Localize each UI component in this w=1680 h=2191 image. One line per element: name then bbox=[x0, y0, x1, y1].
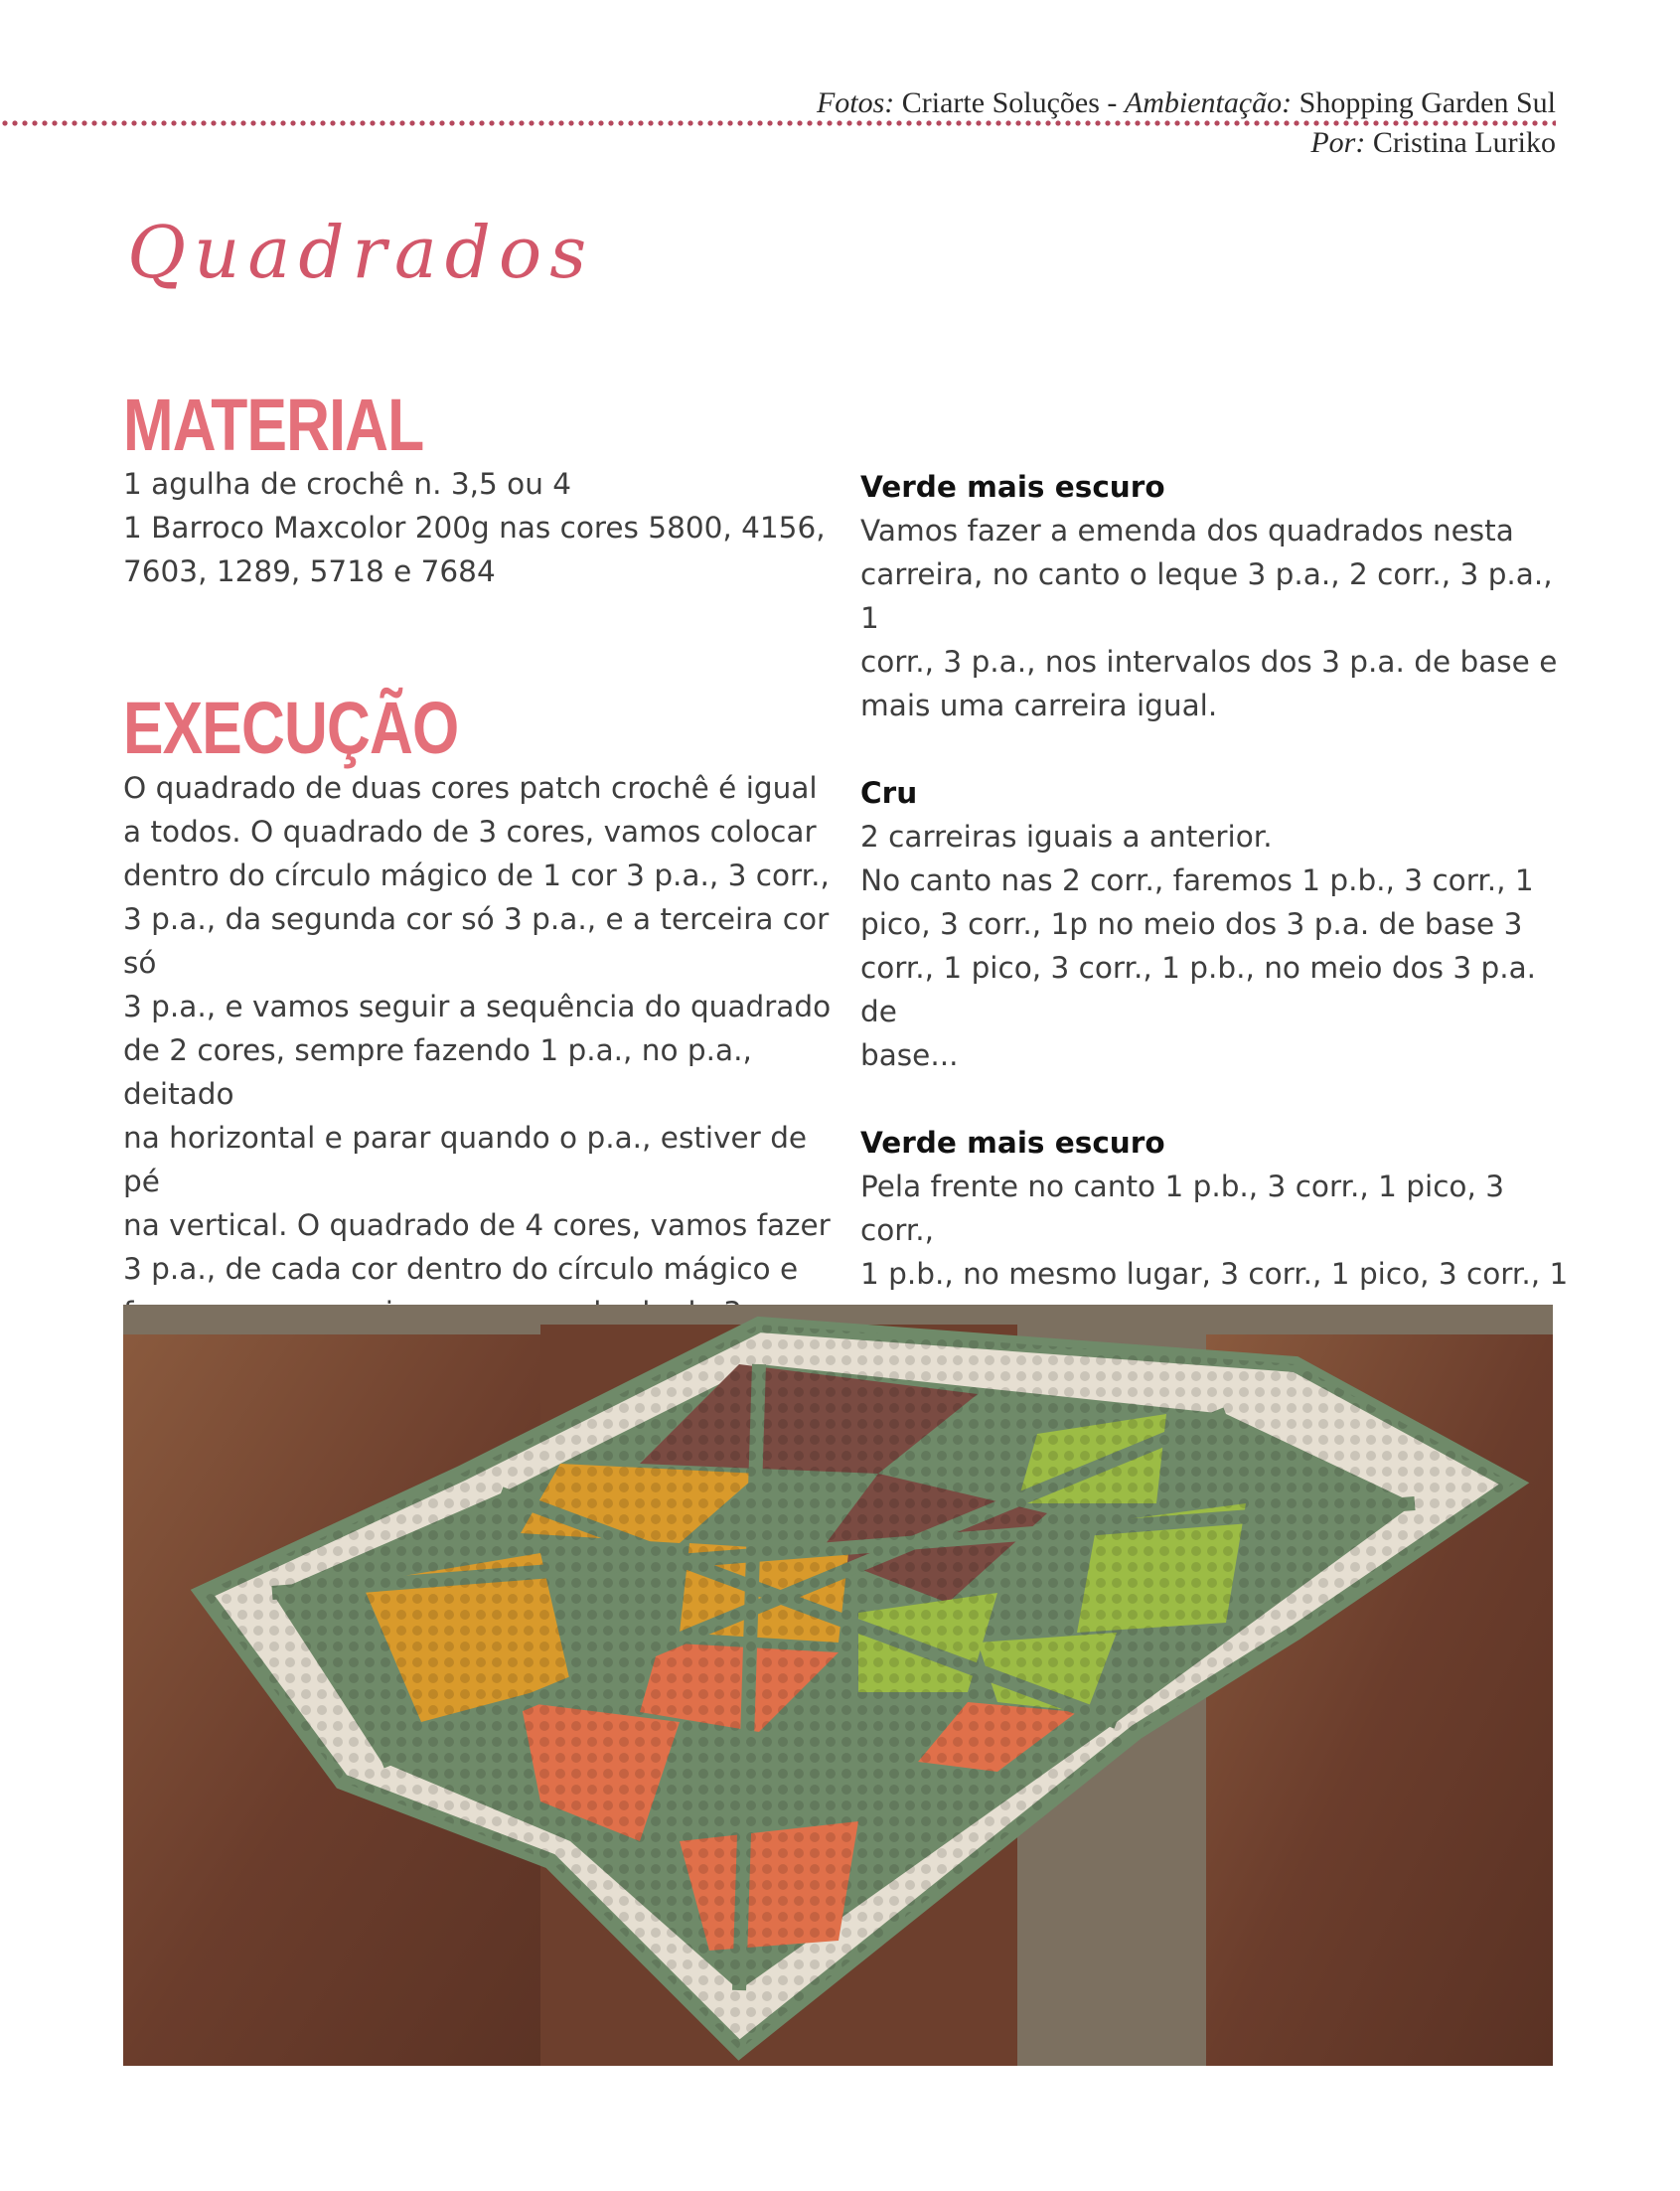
crochet-blanket-photo bbox=[123, 1305, 1553, 2066]
execucao-heading: EXECUÇÃO bbox=[123, 687, 459, 769]
section2-line: corr., 1 pico, 3 corr., 1 p.b., no meio dos 3 p.a. de bbox=[860, 951, 1537, 1028]
section-heading-cru: Cru bbox=[860, 776, 918, 810]
section1-line: corr., 3 p.a., nos intervalos dos 3 p.a. de base e bbox=[860, 645, 1558, 679]
execucao-line: de 2 cores, sempre fazendo 1 p.a., no p.a., deitado bbox=[123, 1033, 752, 1111]
credits-line-1: Fotos: Criarte Soluções - Ambientação: Shopping Garden Sul bbox=[816, 86, 1556, 119]
execucao-line: dentro do círculo mágico de 1 cor 3 p.a., 3 corr., bbox=[123, 859, 830, 892]
dotted-divider bbox=[0, 120, 1556, 126]
execucao-line: na vertical. O quadrado de 4 cores, vamos fazer bbox=[123, 1208, 831, 1242]
right-column-text bbox=[860, 465, 1576, 1339]
section3-line: 1 p.b., no mesmo lugar, 3 corr., 1 pico, 3 corr., 1 bbox=[860, 1257, 1569, 1291]
material-line: 1 Barroco Maxcolor 200g nas cores 5800, 4156, bbox=[123, 511, 826, 545]
execucao-line: 3 p.a., e vamos seguir a sequência do quadrado bbox=[123, 990, 832, 1023]
material-text bbox=[123, 462, 839, 593]
section2-line: 2 carreiras iguais a anterior. bbox=[860, 820, 1273, 854]
section1-line: mais uma carreira igual. bbox=[860, 689, 1218, 722]
section2-line: pico, 3 corr., 1p no meio dos 3 p.a. de base 3 bbox=[860, 907, 1523, 941]
execucao-line: 3 p.a., da segunda cor só 3 p.a., e a terceira cor só bbox=[123, 902, 830, 980]
credits-line-2: Por: Cristina Luriko bbox=[1310, 126, 1556, 159]
section-heading-verde-2: Verde mais escuro bbox=[860, 1126, 1165, 1160]
section1-line: Vamos fazer a emenda dos quadrados nesta bbox=[860, 514, 1514, 548]
photo-illustration bbox=[123, 1305, 1553, 2066]
material-line: 7603, 1289, 5718 e 7684 bbox=[123, 554, 496, 588]
section2-line: No canto nas 2 corr., faremos 1 p.b., 3 corr., 1 bbox=[860, 863, 1534, 897]
execucao-line: O quadrado de duas cores patch crochê é igual bbox=[123, 771, 818, 805]
page-title: Quadrados bbox=[127, 211, 595, 294]
section1-line: carreira, no canto o leque 3 p.a., 2 corr., 3 p.a., 1 bbox=[860, 557, 1553, 635]
execucao-line: a todos. O quadrado de 3 cores, vamos colocar bbox=[123, 815, 817, 849]
section3-line: Pela frente no canto 1 p.b., 3 corr., 1 pico, 3 corr., bbox=[860, 1170, 1504, 1247]
section-heading-verde-1: Verde mais escuro bbox=[860, 470, 1165, 504]
execucao-line: 3 p.a., de cada cor dentro do círculo mágico e bbox=[123, 1252, 799, 1286]
material-heading: MATERIAL bbox=[123, 384, 424, 466]
material-line: 1 agulha de crochê n. 3,5 ou 4 bbox=[123, 467, 572, 501]
section2-line: base... bbox=[860, 1038, 959, 1072]
execucao-line: na horizontal e parar quando o p.a., estiver de pé bbox=[123, 1121, 808, 1198]
